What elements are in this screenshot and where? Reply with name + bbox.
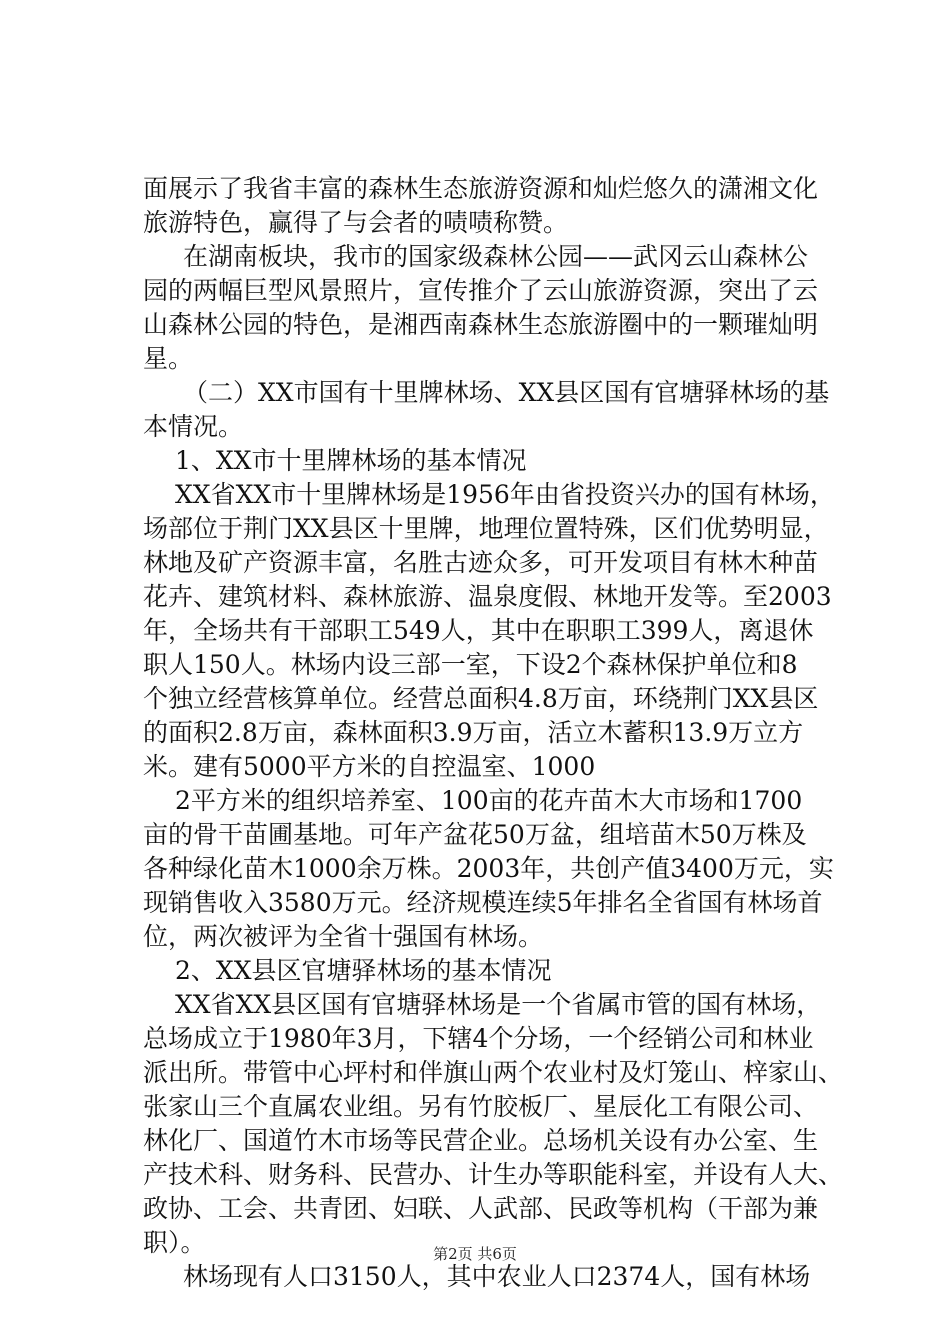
text-line: 各种绿化苗木1000余万株。2003年，共创产值3400万元，实: [143, 854, 834, 883]
page-footer: 第2页 共6页: [433, 1245, 517, 1263]
text-line: 派出所。带管中心坪村和伴旗山两个农业村及灯笼山、梓家山、: [143, 1058, 844, 1087]
text-line: 总场成立于1980年3月，下辖4个分场，一个经销公司和林业: [143, 1024, 814, 1053]
text-line: 林地及矿产资源丰富，名胜古迹众多，可开发项目有林木种苗: [143, 548, 819, 577]
text-line: 职）。: [143, 1228, 206, 1257]
text-line: （二）XX市国有十里牌林场、XX县区国有官塘驿林场的基: [183, 378, 830, 407]
text-line: 在湖南板块，我市的国家级森林公园——武冈云山森林公: [183, 242, 809, 271]
text-line: 花卉、建筑材料、森林旅游、温泉度假、林地开发等。至2003: [143, 582, 832, 611]
text-line: 山森林公园的特色，是湘西南森林生态旅游圈中的一颗璀灿明: [143, 310, 819, 339]
text-line: 星。: [143, 344, 194, 373]
text-line: 张家山三个直属农业组。另有竹胶板厂、星辰化工有限公司、: [143, 1092, 819, 1121]
text-line: XX省XX市十里牌林场是1956年由省投资兴办的国有林场，: [175, 480, 835, 509]
document-body: [143, 172, 844, 1294]
text-line: XX省XX县区国有官塘驿林场是一个省属市管的国有林场，: [175, 990, 822, 1019]
text-line: 个独立经营核算单位。经营总面积4.8万亩，环绕荆门XX县区: [143, 684, 819, 713]
text-line: 亩的骨干苗圃基地。可年产盆花50万盆，组培苗木50万株及: [143, 820, 807, 849]
text-line: 2、XX县区官塘驿林场的基本情况: [175, 956, 552, 985]
text-line: 面展示了我省丰富的森林生态旅游资源和灿烂悠久的潇湘文化: [143, 174, 819, 203]
text-line: 1、XX市十里牌林场的基本情况: [175, 446, 527, 475]
text-line: 本情况。: [143, 412, 244, 441]
text-line: 旅游特色，赢得了与会者的啧啧称赞。: [143, 208, 569, 237]
text-line: 产技术科、财务科、民营办、计生办等职能科室，并设有人大、: [143, 1160, 844, 1189]
text-line: 林场现有人口3150人，其中农业人口2374人，国有林场: [183, 1262, 811, 1291]
text-line: 现销售收入3580万元。经济规模连续5年排名全省国有林场首: [143, 888, 823, 917]
text-line: 米。建有5000平方米的自控温室、1000: [143, 752, 596, 781]
text-line: 职人150人。林场内设三部一室，下设2个森林保护单位和8: [143, 650, 798, 679]
text-line: 园的两幅巨型风景照片，宣传推介了云山旅游资源，突出了云: [143, 276, 819, 305]
text-line: 年，全场共有干部职工549人，其中在职职工399人，离退休: [143, 616, 814, 645]
text-line: 林化厂、国道竹木市场等民营企业。总场机关设有办公室、生: [143, 1126, 819, 1155]
text-line: 的面积2.8万亩，森林面积3.9万亩，活立木蓄积13.9万立方: [143, 718, 804, 747]
text-line: 位，两次被评为全省十强国有林场。: [143, 922, 544, 951]
text-line: 场部位于荆门XX县区十里牌，地理位置特殊，区们优势明显，: [143, 514, 829, 543]
text-line: 政协、工会、共青团、妇联、人武部、民政等机构（干部为兼: [143, 1194, 819, 1223]
text-line: 2平方米的组织培养室、100亩的花卉苗木大市场和1700: [175, 786, 803, 815]
